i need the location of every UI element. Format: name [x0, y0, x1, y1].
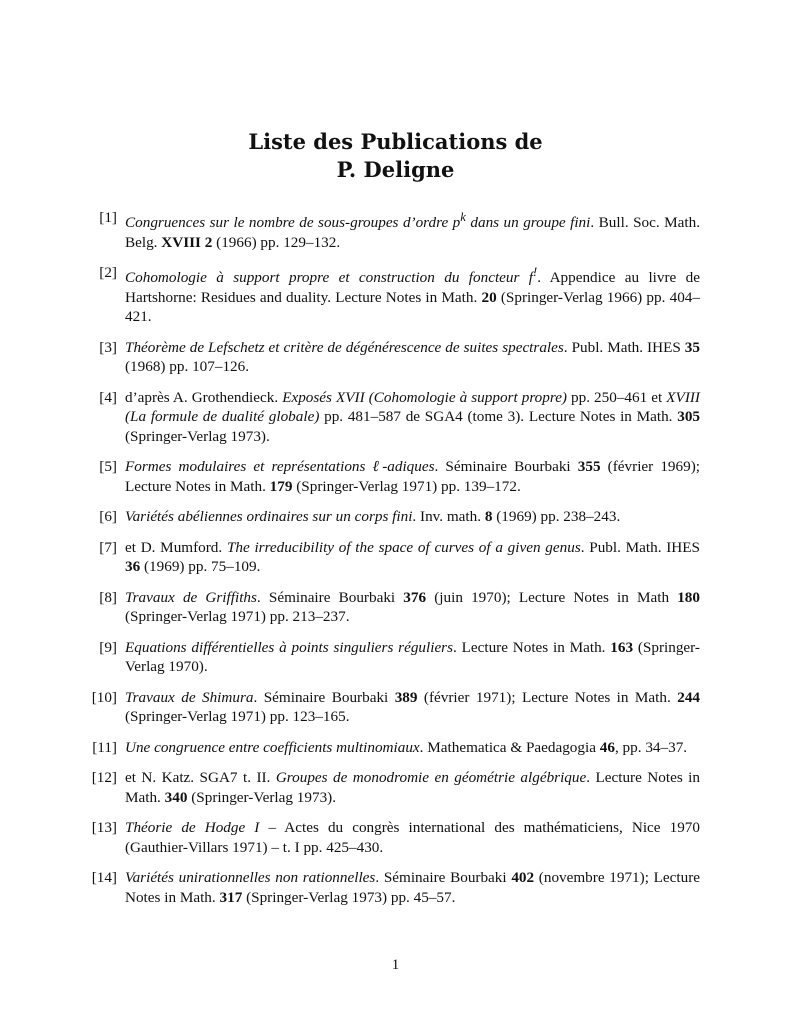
- entry-number: [12]: [91, 769, 117, 787]
- entry-citation: [125, 738, 700, 758]
- entry-citation: [125, 818, 700, 857]
- title-line-2: P. Deligne: [336, 157, 455, 182]
- entry-title: [125, 210, 591, 232]
- entry-details: (1966) pp. 129–132.: [212, 233, 341, 251]
- entry-number: [5]: [99, 458, 117, 476]
- entry-source: . Séminaire Bourbaki: [375, 869, 512, 887]
- entry-title: [125, 508, 412, 525]
- entry-number: [14]: [91, 869, 117, 887]
- entry-volume: 244: [677, 688, 700, 706]
- entry-volume: 376: [403, 588, 427, 606]
- entry-title-text: Exposés XVII (Cohomologie à support propre): [282, 388, 567, 406]
- entry-title-text: dans un groupe fini: [465, 214, 591, 232]
- entry-citation: [125, 388, 700, 447]
- entry-volume: 355: [577, 458, 601, 476]
- entry-title-text: Groupes de monodromie en géométrie algébrique: [275, 769, 587, 787]
- entry-source: . Lecture Notes in Math.: [453, 638, 611, 656]
- entry-volume: 163: [610, 638, 634, 656]
- publication-entry: [88, 868, 700, 907]
- entry-number: [9]: [99, 638, 117, 656]
- entry-title-text: Travaux de Griffiths: [125, 588, 257, 606]
- entry-source: . Séminaire Bourbaki: [256, 588, 404, 606]
- publication-entry: [88, 457, 700, 496]
- entry-title: [125, 639, 453, 656]
- entry-citation: [125, 457, 700, 496]
- entry-authors: et N. Katz. SGA7 t. II.: [125, 769, 276, 787]
- entry-title: [125, 339, 564, 356]
- entry-source: (juin 1970); Lecture Notes in Math: [426, 588, 678, 606]
- entry-details: (Springer-Verlag 1973).: [187, 788, 337, 806]
- entry-number: [3]: [99, 338, 117, 356]
- entry-number: [6]: [99, 508, 117, 526]
- publication-entry: [88, 507, 700, 527]
- entry-title: [125, 589, 257, 606]
- entry-details: (1968) pp. 107–126.: [125, 358, 250, 376]
- entry-details: (Springer-Verlag 1966) pp. 404–421.: [125, 288, 700, 326]
- entry-title: [227, 539, 581, 556]
- entry-title-text: Travaux de Shimura: [125, 688, 254, 706]
- entry-number: [2]: [99, 264, 117, 282]
- entry-citation: [125, 688, 700, 727]
- entry-source: . Publ. Math. IHES: [580, 538, 700, 556]
- entry-title-text: Congruences sur le nombre de sous-groupes d’ordre p: [125, 214, 461, 232]
- entry-source: . Inv. math.: [412, 508, 485, 526]
- entry-details: (Springer-Verlag 1971) pp. 213–237.: [125, 608, 350, 626]
- publication-entry: [88, 263, 700, 327]
- entry-citation: [125, 768, 700, 807]
- entry-citation: [125, 868, 700, 907]
- entry-source: . Séminaire Bourbaki: [434, 458, 578, 476]
- entry-volume: 179: [269, 477, 293, 495]
- publication-entry: [88, 538, 700, 577]
- entry-citation: [125, 507, 700, 527]
- entry-source: pp. 481–587 de SGA4 (tome 3). Lecture Notes in Math.: [319, 408, 678, 426]
- entry-title: [282, 389, 567, 406]
- entry-title: [125, 819, 259, 836]
- entry-volume: 389: [394, 688, 418, 706]
- entry-volume: 36: [125, 558, 141, 576]
- entry-title-text: The irreducibility of the space of curves of a given genus: [226, 538, 581, 556]
- entry-authors: d’après A. Grothendieck.: [125, 388, 283, 406]
- entry-volume: 8: [484, 508, 493, 526]
- entry-volume: 402: [511, 869, 535, 887]
- entry-source: . Bull. Soc. Math. Belg.: [125, 214, 700, 251]
- entry-title: [276, 769, 586, 786]
- entry-number: [8]: [99, 588, 117, 606]
- entry-source: (février 1969); Lecture Notes in Math.: [125, 458, 700, 495]
- entry-source: . Publ. Math. IHES: [563, 338, 685, 356]
- entry-title-text: Formes modulaires et représentations ℓ-adiques: [125, 458, 435, 476]
- entry-source: . Lecture Notes in Math.: [125, 769, 701, 806]
- entry-details: (Springer-Verlag 1971) pp. 139–172.: [292, 477, 521, 495]
- entry-title-text: Une congruence entre coefficients multinomiaux: [125, 738, 420, 756]
- entry-details: (1969) pp. 75–109.: [140, 558, 261, 576]
- entry-title-superscript: !: [533, 265, 538, 280]
- entry-source: – Actes du congrès international des mathématiciens, Nice 1970 (Gauthier-Villars 1971) – t. I pp. 425–430.: [125, 819, 700, 856]
- entry-title-text: Equations différentielles à points singuliers réguliers: [125, 638, 454, 656]
- entry-title-second: XVIII (La formule de dualité globale): [125, 388, 700, 426]
- publication-entry: [88, 738, 700, 758]
- page-number: 1: [391, 957, 400, 973]
- entry-number: [7]: [99, 538, 117, 556]
- entry-citation: [125, 338, 700, 377]
- entry-source: . Séminaire Bourbaki: [253, 688, 395, 706]
- entry-details: (Springer-Verlag 1971) pp. 123–165.: [125, 708, 350, 726]
- entry-title-text: Cohomologie à support propre et construction du foncteur f: [125, 269, 534, 287]
- publication-entry: [88, 588, 700, 627]
- entry-authors: et D. Mumford.: [125, 538, 227, 556]
- publication-entry: [88, 388, 700, 447]
- entry-volume: XVIII 2: [161, 233, 213, 251]
- entry-details: (1969) pp. 238–243.: [492, 508, 621, 526]
- entry-title: [125, 458, 435, 475]
- entry-source: . Mathematica & Paedagogia: [419, 738, 600, 756]
- entry-title-text: Théorème de Lefschetz et critère de dégénérescence de suites spectrales: [125, 338, 564, 356]
- entry-citation: [125, 263, 700, 327]
- entry-volume: 305: [677, 408, 700, 426]
- entry-citation: [125, 588, 700, 627]
- entry-source: (novembre 1971); Lecture Notes in Math.: [125, 869, 700, 906]
- entry-title-superscript: k: [460, 210, 466, 224]
- publication-entry: [88, 688, 700, 727]
- entry-number: [13]: [91, 819, 117, 837]
- entry-number: [10]: [91, 688, 117, 706]
- entry-volume: 20: [481, 288, 497, 306]
- publication-entry: [88, 208, 700, 252]
- publication-entry: [88, 338, 700, 377]
- entry-number: [1]: [99, 209, 117, 226]
- entry-volume: 317: [219, 888, 243, 906]
- entry-citation: [125, 538, 700, 577]
- entry-number: [4]: [99, 388, 117, 406]
- publication-entry: [88, 768, 700, 807]
- entry-number: [11]: [92, 738, 117, 756]
- entry-source: (février 1971); Lecture Notes in Math.: [417, 688, 678, 706]
- entry-source: . Appendice au livre de Hartshorne: Residues and duality. Lecture Notes in Math.: [125, 269, 700, 306]
- entry-text: pp. 250–461 et: [567, 388, 667, 406]
- entry-citation: [125, 208, 700, 252]
- entry-details: (Springer-Verlag 1973) pp. 45–57.: [242, 888, 456, 906]
- entry-volume: 180: [677, 588, 700, 606]
- entry-volume: 35: [684, 338, 700, 356]
- entry-citation: [125, 638, 700, 677]
- entry-volume: 46: [599, 738, 615, 756]
- title-line-1: Liste des Publications de: [248, 129, 543, 154]
- entry-title: [125, 265, 538, 287]
- entry-title-text: Variétés abéliennes ordinaires sur un corps fini: [125, 508, 413, 526]
- entry-title-text: Variétés unirationnelles non rationnelles: [125, 869, 376, 887]
- entry-title: [125, 689, 253, 706]
- publication-entry: [88, 638, 700, 677]
- entry-title: [125, 739, 420, 756]
- entry-details: (Springer-Verlag 1970).: [125, 638, 700, 676]
- entry-details: , pp. 34–37.: [614, 738, 688, 756]
- entry-volume: 340: [164, 788, 188, 806]
- publication-list: [88, 208, 700, 918]
- entry-title-text: Théorie de Hodge I: [125, 819, 260, 837]
- publication-entry: [88, 818, 700, 857]
- entry-title: [125, 869, 375, 886]
- document-title: [0, 128, 791, 184]
- entry-details: (Springer-Verlag 1973).: [125, 427, 270, 445]
